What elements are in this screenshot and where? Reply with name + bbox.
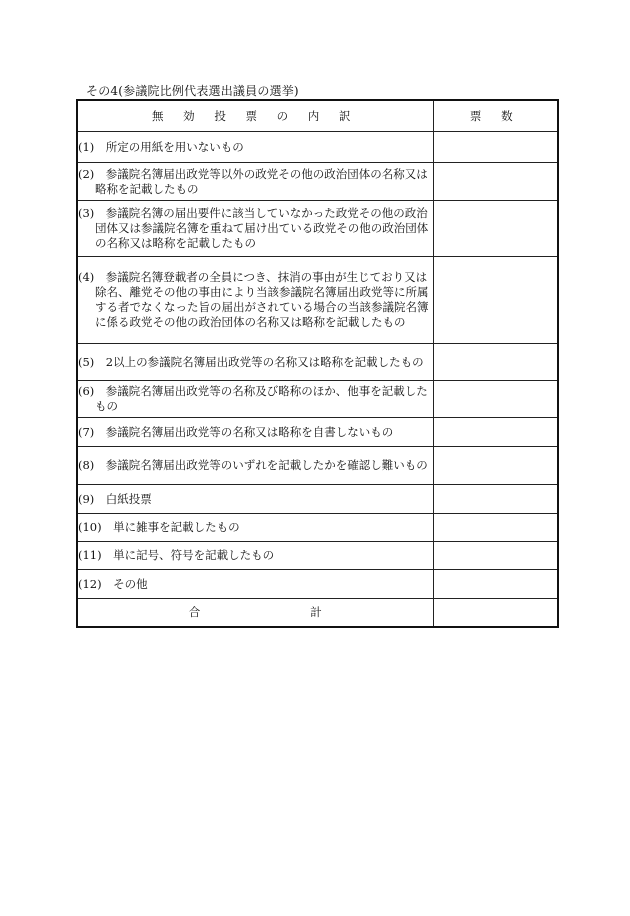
- row-text: (11) 単に記号、符号を記載したもの: [78, 548, 275, 562]
- total-votes-cell[interactable]: [433, 599, 558, 628]
- row-description: [77, 570, 433, 599]
- vote-count-cell[interactable]: [433, 257, 558, 344]
- form-caption: その4(参議院比例代表選出議員の選挙): [86, 84, 299, 98]
- row-description: [77, 381, 433, 418]
- total-label-left: 合: [188, 605, 201, 619]
- row-text: (10) 単に雑事を記載したもの: [78, 520, 240, 534]
- row-description: [77, 163, 433, 201]
- row-text: (2) 参議院名簿届出政党等以外の政党その他の政治団体の名称又は略称を記載したもの: [78, 166, 428, 196]
- row-text: (5) 2以上の参議院名簿届出政党等の名称又は略称を記載したもの: [78, 354, 424, 369]
- row-description: [77, 257, 433, 344]
- row-text: (6) 参議院名簿届出政党等の名称及び略称のほか、他事を記載したもの: [78, 384, 428, 413]
- table-row: [77, 447, 558, 485]
- row-text: (3) 参議院名簿の届出要件に該当していなかった政党その他の政治団体又は参議院名簿を重ねて届け出ている政党その他の政治団体の名称又は略称を記載したもの: [78, 206, 429, 250]
- table-row: [77, 485, 558, 514]
- row-text: (12) その他: [78, 576, 148, 591]
- vote-count-cell[interactable]: [433, 570, 558, 599]
- invalid-votes-table: [76, 99, 559, 628]
- table-row: [77, 344, 558, 381]
- vote-count-cell[interactable]: [433, 132, 558, 163]
- row-description: [77, 485, 433, 514]
- table-row: [77, 163, 558, 201]
- total-label-right: 計: [310, 605, 322, 619]
- row-description: [77, 201, 433, 257]
- vote-count-cell[interactable]: [433, 542, 558, 570]
- table-row: [77, 132, 558, 163]
- row-description: [77, 132, 433, 163]
- vote-count-cell[interactable]: [433, 485, 558, 514]
- table-row: [77, 570, 558, 599]
- table-row: [77, 542, 558, 570]
- row-text: (8) 参議院名簿届出政党等のいずれを記載したかを確認し難いもの: [78, 458, 428, 472]
- table-row: [77, 201, 558, 257]
- vote-count-cell[interactable]: [433, 201, 558, 257]
- vote-count-cell[interactable]: [433, 163, 558, 201]
- vote-count-cell[interactable]: [433, 418, 558, 447]
- row-text: (1) 所定の用紙を用いないもの: [78, 139, 244, 154]
- table-row: [77, 257, 558, 344]
- vote-count-cell[interactable]: [433, 381, 558, 418]
- vote-count-cell[interactable]: [433, 447, 558, 485]
- header-vote-count: 票 数: [433, 100, 558, 132]
- vote-count-cell[interactable]: [433, 514, 558, 542]
- row-description: [77, 418, 433, 447]
- table-row: [77, 381, 558, 418]
- row-text: (4) 参議院名簿登載者の全員につき、抹消の事由が生じており又は除名、離党その他の事由により当該参議院名簿届出政党等に所属する者でなくなった旨の届出がされている場合の当該参議院名簿に係る政党その他の政治団体の名称又は略称を記載したもの: [78, 270, 429, 329]
- table-row: [77, 514, 558, 542]
- row-text: (9) 白紙投票: [78, 491, 152, 506]
- total-row: [77, 599, 558, 628]
- row-description: [77, 514, 433, 542]
- table-header-row: [77, 100, 558, 132]
- row-text: (7) 参議院名簿届出政党等の名称又は略称を自書しないもの: [78, 424, 394, 439]
- total-label-cell: [77, 599, 433, 628]
- row-description: [77, 542, 433, 570]
- row-description: [77, 344, 433, 381]
- table-row: [77, 418, 558, 447]
- row-description: [77, 447, 433, 485]
- vote-count-cell[interactable]: [433, 344, 558, 381]
- header-breakdown: 無 効 投 票 の 内 訳: [77, 100, 433, 132]
